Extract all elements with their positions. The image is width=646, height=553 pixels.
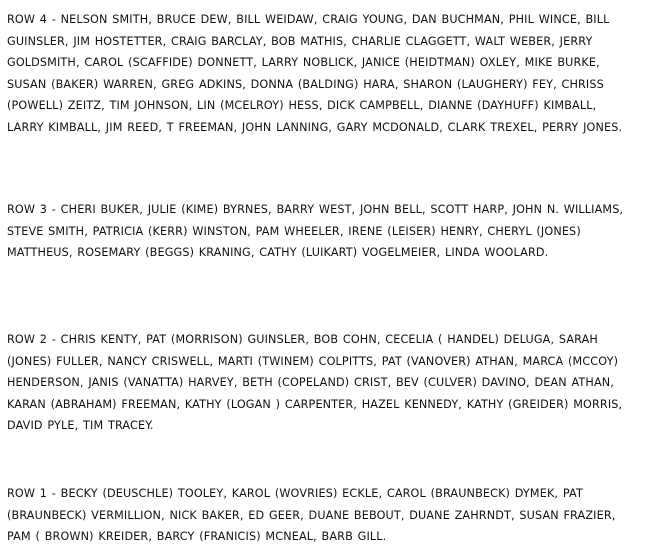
- row-2-names: ROW 2 - CHRIS KENTY, PAT (MORRISON) GUINSLER, BOB COHN, CECELIA ( HANDEL) DELUGA, SARAH (JONES) FULLER, NANCY CRISWELL, MARTI (TWINEM) COLPITTS, PAT (VANOVER) ATHAN, MARCA (MCCOY) HENDERSON, JANIS (VANATTA) HARVEY, BETH (COPELAND) CRIST, BEV (CULVER) DAVINO, DEAN ATHAN, KARAN (ABRAHAM) FREEMAN, KATHY (LOGAN ) CARPENTER, HAZEL KENNEDY, KATHY (GREIDER) MORRIS, DAVID PYLE, TIM TRACEY.: [7, 333, 623, 432]
- row-1-names: ROW 1 - BECKY (DEUSCHLE) TOOLEY, KAROL (WOVRIES) ECKLE, CAROL (BRAUNBECK) DYMEK, PAT (BRAUNBECK) VERMILLION, NICK BAKER, ED GEER, DUANE BEBOUT, DUANE ZAHRNDT, SUSAN FRAZIER, PAM ( BROWN) KREIDER, BARCY (FRANICIS) MCNEAL, BARB GILL.: [7, 487, 616, 543]
- row-3-names: ROW 3 - CHERI BUKER, JULIE (KIME) BYRNES, BARRY WEST, JOHN BELL, SCOTT HARP, JOHN N. WILLIAMS, STEVE SMITH, PATRICIA (KERR) WINSTON, PAM WHEELER, IRENE (LEISER) HENRY, CHERYL (JONES) MATTHEUS, ROSEMARY (BEGGS) KRANING, CATHY (LUIKART) VOGELMEIER, LINDA WOOLARD.: [7, 203, 624, 259]
- row-4-names: ROW 4 - NELSON SMITH, BRUCE DEW, BILL WEIDAW, CRAIG YOUNG, DAN BUCHMAN, PHIL WINCE, BILL GUINSLER, JIM HOSTETTER, CRAIG BARCLAY, BOB MATHIS, CHARLIE CLAGGETT, WALT WEBER, JERRY GOLDSMITH, CAROL (SCAFFIDE) DONNETT, LARRY NOBLICK, JANICE (HEIDTMAN) OXLEY, MIKE BURKE, SUSAN (BAKER) WARREN, GREG ADKINS, DONNA (BALDING) HARA, SHARON (LAUGHERY) FEY, CHRISS (POWELL) ZEITZ, TIM JOHNSON, LIN (MCELROY) HESS, DICK CAMPBELL, DIANNE (DAYHUFF) KIMBALL, LARRY KIMBALL, JIM REED, T FREEMAN, JOHN LANNING, GARY MCDONALD, CLARK TREXEL, PERRY JONES.: [7, 13, 623, 134]
- row-1-section: [7, 483, 635, 548]
- row-2-section: [7, 329, 635, 437]
- row-3-section: [7, 199, 635, 264]
- row-4-section: [7, 9, 635, 138]
